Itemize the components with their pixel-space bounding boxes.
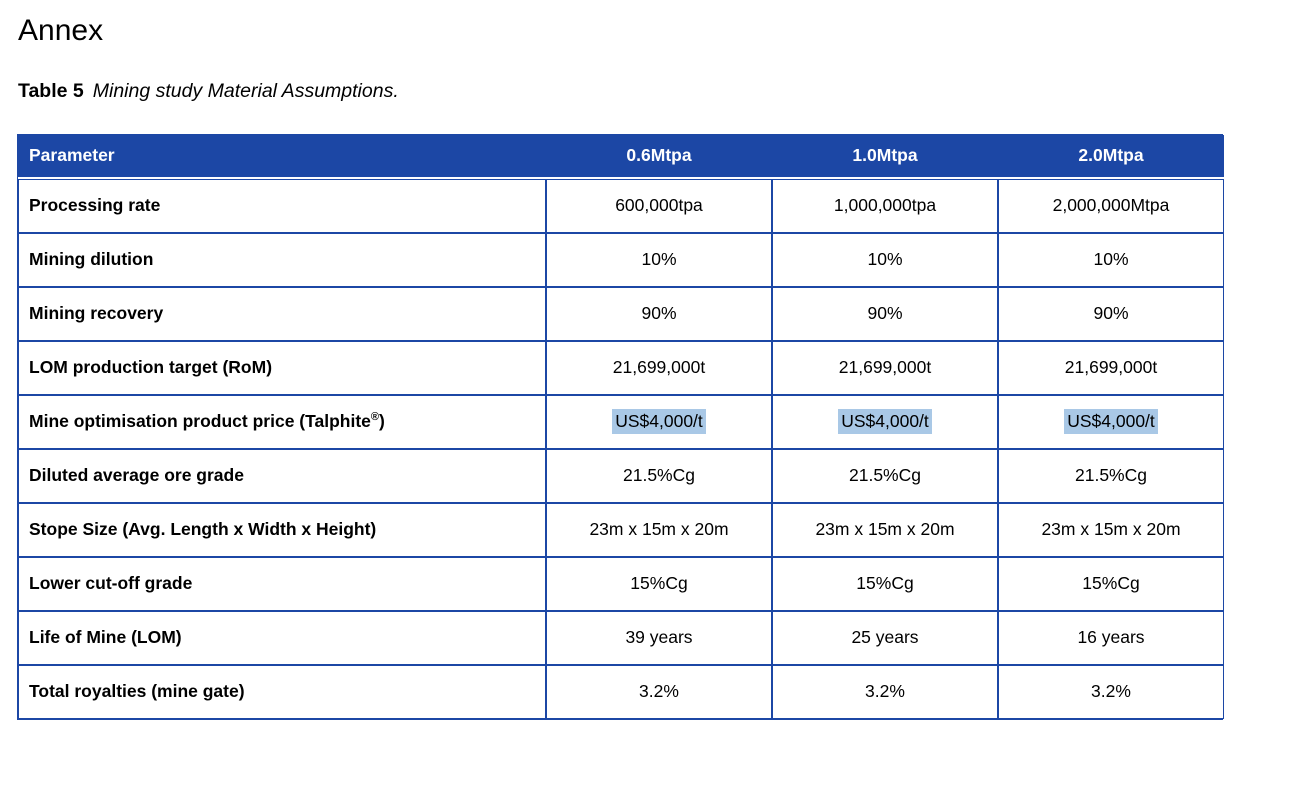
value-cell: 21.5%Cg [546, 449, 772, 503]
header-row [18, 135, 1224, 179]
selected-text-highlight: US$4,000/t [838, 409, 932, 434]
value-cell: 1,000,000tpa [772, 179, 998, 233]
value-cell: 39 years [546, 611, 772, 665]
parameter-cell: LOM production target (RoM) [18, 341, 546, 395]
table-row [18, 503, 1224, 557]
table-row [18, 557, 1224, 611]
table-caption-label: Table 5 [18, 79, 84, 102]
table-caption [18, 80, 1290, 103]
value-cell: 3.2% [772, 665, 998, 719]
value-cell: 10% [998, 233, 1224, 287]
assumptions-table [18, 135, 1224, 719]
header-cell-parameter: Parameter [18, 135, 546, 179]
table-header [18, 135, 1224, 179]
parameter-cell: Mining dilution [18, 233, 546, 287]
value-cell: 25 years [772, 611, 998, 665]
table-row [18, 287, 1224, 341]
table-body [18, 179, 1224, 719]
header-cell-scenario-2: 1.0Mtpa [772, 135, 998, 179]
value-cell: 90% [772, 287, 998, 341]
value-cell: 15%Cg [772, 557, 998, 611]
assumptions-table-wrapper [17, 134, 1223, 720]
value-cell: 15%Cg [546, 557, 772, 611]
header-cell-scenario-3: 2.0Mtpa [998, 135, 1224, 179]
value-cell: 21,699,000t [546, 341, 772, 395]
value-cell: 21.5%Cg [998, 449, 1224, 503]
parameter-cell: Life of Mine (LOM) [18, 611, 546, 665]
value-cell: 10% [772, 233, 998, 287]
value-cell: 21.5%Cg [772, 449, 998, 503]
parameter-cell: Processing rate [18, 179, 546, 233]
value-cell: 16 years [998, 611, 1224, 665]
value-cell: 23m x 15m x 20m [772, 503, 998, 557]
value-cell: 21,699,000t [772, 341, 998, 395]
header-cell-scenario-1: 0.6Mtpa [546, 135, 772, 179]
value-cell: 21,699,000t [998, 341, 1224, 395]
value-cell [546, 395, 772, 449]
parameter-cell: Diluted average ore grade [18, 449, 546, 503]
value-cell: 90% [546, 287, 772, 341]
value-cell: 3.2% [998, 665, 1224, 719]
table-row [18, 665, 1224, 719]
table-row [18, 395, 1224, 449]
value-cell: 600,000tpa [546, 179, 772, 233]
parameter-cell: Total royalties (mine gate) [18, 665, 546, 719]
table-row [18, 611, 1224, 665]
parameter-cell: Lower cut-off grade [18, 557, 546, 611]
table-row [18, 233, 1224, 287]
value-cell: 3.2% [546, 665, 772, 719]
value-cell [772, 395, 998, 449]
value-cell: 90% [998, 287, 1224, 341]
value-cell: 10% [546, 233, 772, 287]
table-row [18, 449, 1224, 503]
table-caption-text: Mining study Material Assumptions. [92, 79, 399, 102]
value-cell [998, 395, 1224, 449]
value-cell: 23m x 15m x 20m [998, 503, 1224, 557]
value-cell: 23m x 15m x 20m [546, 503, 772, 557]
value-cell: 15%Cg [998, 557, 1224, 611]
parameter-cell: Mining recovery [18, 287, 546, 341]
value-cell: 2,000,000Mtpa [998, 179, 1224, 233]
selected-text-highlight: US$4,000/t [612, 409, 706, 434]
parameter-cell: Mine optimisation product price (Talphite®) [18, 395, 546, 449]
selected-text-highlight: US$4,000/t [1064, 409, 1158, 434]
table-row [18, 179, 1224, 233]
table-row [18, 341, 1224, 395]
page-title: Annex [18, 14, 104, 47]
parameter-cell: Stope Size (Avg. Length x Width x Height) [18, 503, 546, 557]
registered-trademark-symbol: ® [370, 411, 380, 424]
